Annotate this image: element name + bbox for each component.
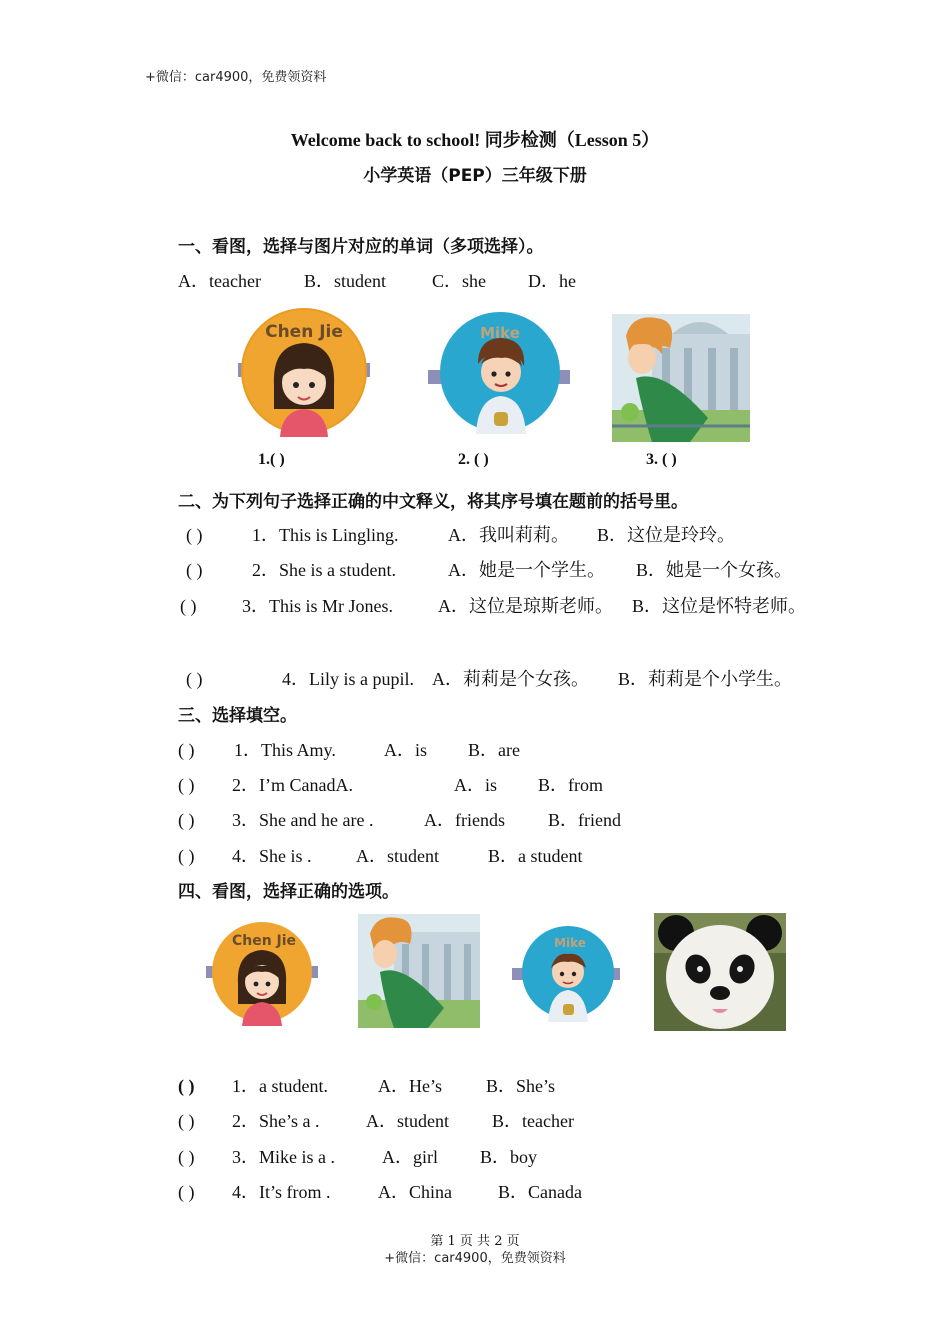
question-text: 2．I’m CanadA. [232, 775, 353, 795]
picture-3-label: 3. ( ) [646, 451, 677, 468]
teacher-picture-small [358, 914, 480, 1028]
answer-bracket[interactable]: ( ) [178, 810, 195, 830]
page-number: 第 1 页 共 2 页 [430, 1234, 520, 1249]
answer-bracket[interactable]: ( ) [178, 1111, 195, 1131]
chen-jie-name: Chen Jie [231, 933, 297, 949]
question-text: 4．She is . [232, 846, 312, 866]
section3-question-4 [178, 842, 583, 868]
question-text: 1．This Amy. [234, 740, 336, 760]
choice-b: B．friend [548, 810, 621, 830]
choice-b: B．莉莉是个小学生。 [618, 669, 793, 689]
question-text: 2．She’s a . [232, 1111, 320, 1131]
section1-options [178, 267, 576, 293]
mike-picture [428, 308, 570, 434]
section4-question-1 [178, 1072, 555, 1098]
choice-b: B．她是一个女孩。 [636, 560, 793, 580]
teacher-picture [612, 314, 750, 442]
answer-bracket[interactable]: ( ) [186, 560, 203, 580]
section4-question-4 [178, 1178, 582, 1204]
choice-a: A．student [356, 846, 439, 866]
page-subtitle: 小学英语（PEP）三年级下册 [363, 166, 587, 186]
question-text: 4．Lily is a pupil. [282, 669, 414, 689]
option-a: A．teacher [178, 271, 261, 291]
section2-question-2 [186, 556, 792, 582]
choice-b: B．这位是怀特老师。 [632, 596, 807, 616]
choice-b: B．这位是玲玲。 [597, 525, 736, 545]
chen-jie-picture [238, 305, 370, 437]
choice-a: A．China [378, 1182, 452, 1202]
chen-jie-name: Chen Jie [265, 322, 343, 342]
section3-heading: 三、选择填空。 [178, 706, 297, 726]
question-text: 3．She and he are . [232, 810, 374, 830]
option-b: B．student [304, 271, 387, 291]
picture-1-label: 1.( ) [258, 451, 285, 468]
answer-bracket[interactable]: ( ) [180, 596, 197, 616]
choice-b: B．a student [488, 846, 583, 866]
answer-bracket[interactable]: ( ) [178, 1182, 195, 1202]
mike-name: Mike [554, 936, 586, 950]
section2-question-1 [186, 521, 735, 547]
choice-a: A．我叫莉莉。 [448, 525, 569, 545]
question-text: 4．It’s from . [232, 1182, 331, 1202]
answer-bracket[interactable]: ( ) [178, 1147, 195, 1167]
mike-picture-small [512, 922, 620, 1022]
section3-question-1 [178, 736, 520, 762]
choice-b: B．She’s [486, 1076, 556, 1096]
answer-bracket[interactable]: ( ) [178, 740, 195, 760]
section3-question-2 [178, 771, 603, 797]
picture-2-label: 2. ( ) [458, 451, 489, 468]
choice-a: A．He’s [378, 1076, 442, 1096]
section2-question-4 [186, 665, 792, 691]
answer-bracket[interactable]: ( ) [186, 525, 203, 545]
choice-a: A．她是一个学生。 [448, 560, 605, 580]
choice-b: B．from [538, 775, 603, 795]
panda-picture [654, 913, 786, 1031]
section2-heading: 二、为下列句子选择正确的中文释义，将其序号填在题前的括号里。 [178, 492, 688, 512]
choice-b: B．are [468, 740, 520, 760]
answer-bracket[interactable]: ( ) [186, 669, 203, 689]
answer-bracket[interactable]: ( ) [178, 1076, 195, 1096]
question-text: 3．Mike is a . [232, 1147, 335, 1167]
choice-a: A．is [454, 775, 498, 795]
choice-a: A．这位是琼斯老师。 [438, 596, 613, 616]
section4-heading: 四、看图，选择正确的选项。 [178, 882, 399, 902]
question-text: 1．a student. [232, 1076, 328, 1096]
choice-a: A．is [384, 740, 428, 760]
choice-a: A．friends [424, 810, 505, 830]
option-d: D．he [528, 271, 576, 291]
choice-b: B．teacher [492, 1111, 574, 1131]
section3-question-3 [178, 806, 621, 832]
answer-bracket[interactable]: ( ) [178, 775, 195, 795]
question-text: 3．This is Mr Jones. [242, 596, 394, 616]
page-title: Welcome back to school! 同步检测（Lesson 5） [290, 130, 660, 150]
choice-a: A．student [366, 1111, 449, 1131]
option-c: C．she [432, 271, 486, 291]
choice-a: A．莉莉是个女孩。 [432, 669, 589, 689]
section2-question-3 [180, 592, 806, 618]
choice-b: B．Canada [498, 1182, 582, 1202]
answer-bracket[interactable]: ( ) [178, 846, 195, 866]
chen-jie-picture-small [206, 920, 318, 1026]
header-watermark: +微信：car4900，免费领资料 [145, 70, 327, 85]
choice-b: B．boy [480, 1147, 538, 1167]
section1-heading: 一、看图，选择与图片对应的单词（多项选择）。 [178, 237, 544, 257]
section4-question-3 [178, 1143, 537, 1169]
section4-question-2 [178, 1107, 574, 1133]
question-text: 2．She is a student. [252, 560, 396, 580]
choice-a: A．girl [382, 1147, 438, 1167]
mike-name: Mike [480, 324, 520, 342]
footer-watermark: +微信：car4900，免费领资料 [384, 1251, 566, 1266]
question-text: 1．This is Lingling. [252, 525, 399, 545]
